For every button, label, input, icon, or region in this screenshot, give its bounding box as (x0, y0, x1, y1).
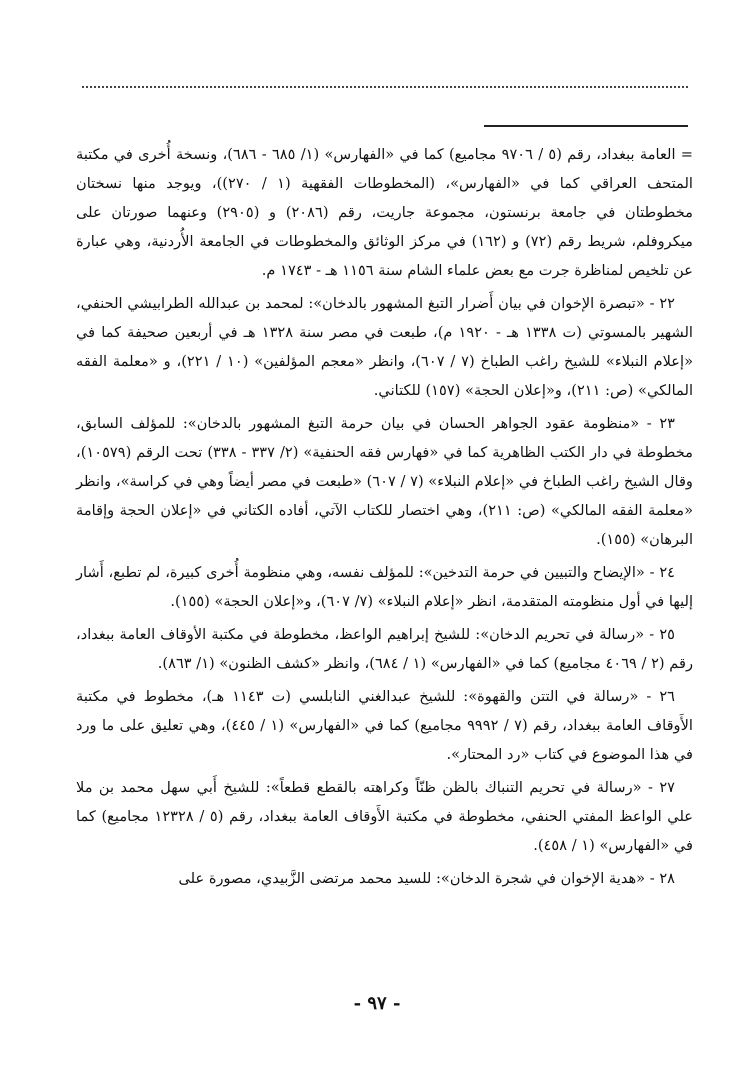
continued-paragraph: = العامة ببغداد، رقم (٥ / ٩٧٠٦ مجاميع) كما في «الفهارس» (١/ ٦٨٥ - ٦٨٦)، ونسخة أُخرى في مكتبة المتحف العراقي كما في «الفهارس»، (المخطوطات الفقهية (١ / ٢٧٠))، ويوجد منها نسختان مخطوطتان في جامعة برنستون، مجموعة جاريت، رقم (٢٠٨٦) و (٢٩٠٥) وعنهما صورتان على ميكروفلم، شريط رقم (٧٢) و (١٦٢) في مركز الوثائق والمخطوطات في الجامعة الأُردنية، وهي عبارة عن تلخيص لمناظرة جرت مع بعض علماء الشام سنة ١١٥٦ هـ - ١٧٤٣ م. (76, 146, 693, 279)
entry-24: ٢٤ - «الإيضاح والتبيين في حرمة التدخين»: للمؤلف نفسه، وهي منظومة أُخرى كبيرة، لم تطبع، أَشار إليها في أول منظومته المتقدمة، انظر «إعلام النبلاء» (٧/ ٦٠٧)، و«إعلان الحجة» (١٥٥). (76, 564, 693, 610)
header-dotted-rule (82, 86, 688, 94)
entry-25: ٢٥ - «رسالة في تحريم الدخان»: للشيخ إبراهيم الواعظ، مخطوطة في مكتبة الأوقاف العامة ببغداد، رقم (٢ / ٤٠٦٩ مجاميع) كما في «الفهارس» (١ / ٦٨٤)، وانظر «كشف الظنون» (١/ ٨٦٣). (76, 626, 693, 672)
entry-26: ٢٦ - «رسالة في التتن والقهوة»: للشيخ عبدالغني النابلسي (ت ١١٤٣ هـ)، مخطوط في مكتبة الأَوقاف العامة ببغداد، رقم (٧ / ٩٩٩٢ مجاميع) كما في «الفهارس» (١ / ٤٤٥)، وهي تعليق على ما ورد في هذا الموضوع في كتاب «رد المحتار». (76, 688, 693, 763)
page-number: - ٩٧ - (353, 993, 401, 1014)
entry-23: ٢٣ - «منظومة عقود الجواهر الحسان في بيان حرمة التبغ المشهور بالدخان»: للمؤلف السابق، مخطوطة في دار الكتب الظاهرية كما في «فهارس فقه الحنفية» (٢/ ٣٣٧ - ٣٣٨) تحت الرقم (١٠٥٧٩)، وقال الشيخ راغب الطباخ في «إعلام النبلاء» (٧ / ٦٠٧) «طبعت في مصر أيضاً وهي في كراسة»، وانظر «معلمة الفقه المالكي» (ص: ٢١١)، وهي اختصار للكتاب الآتي، أفاده الكتاني في «إعلان الحجة وإقامة البرهان» (١٥٥). (76, 415, 693, 548)
entry-22: ٢٢ - «تبصرة الإخوان في بيان أَضرار التبغ المشهور بالدخان»: لمحمد بن عبدالله الطرابيشي الحنفي، الشهير بالمسوتي (ت ١٣٣٨ هـ - ١٩٢٠ م)، طبعت في مصر سنة ١٣٢٨ هـ في أربعين صحيفة كما في «إعلام النبلاء» للشيخ راغب الطباخ (٧ / ٦٠٧)، وانظر «معجم المؤلفين» (١٠ / ٢٢١)، و «معلمة الفقه المالكي» (ص: ٢١١)، و«إعلان الحجة» (١٥٧) للكتاني. (76, 295, 693, 399)
entry-27: ٢٧ - «رسالة في تحريم التنباك بالظن ظنّاً وكراهته بالقطع قطعاً»: للشيخ أَبي سهل محمد بن ملا علي الواعظ المفتي الحنفي، مخطوطة في مكتبة الأَوقاف العامة ببغداد، رقم (٥ / ١٢٣٢٨ مجاميع) كما في «الفهارس» (١ / ٤٥٨). (76, 779, 693, 854)
footnote-separator-rule (484, 125, 688, 127)
footnote-text-block (76, 140, 693, 897)
entry-28: ٢٨ - «هدية الإخوان في شجرة الدخان»: للسيد محمد مرتضى الزَّبيدي، مصورة على (178, 870, 675, 887)
